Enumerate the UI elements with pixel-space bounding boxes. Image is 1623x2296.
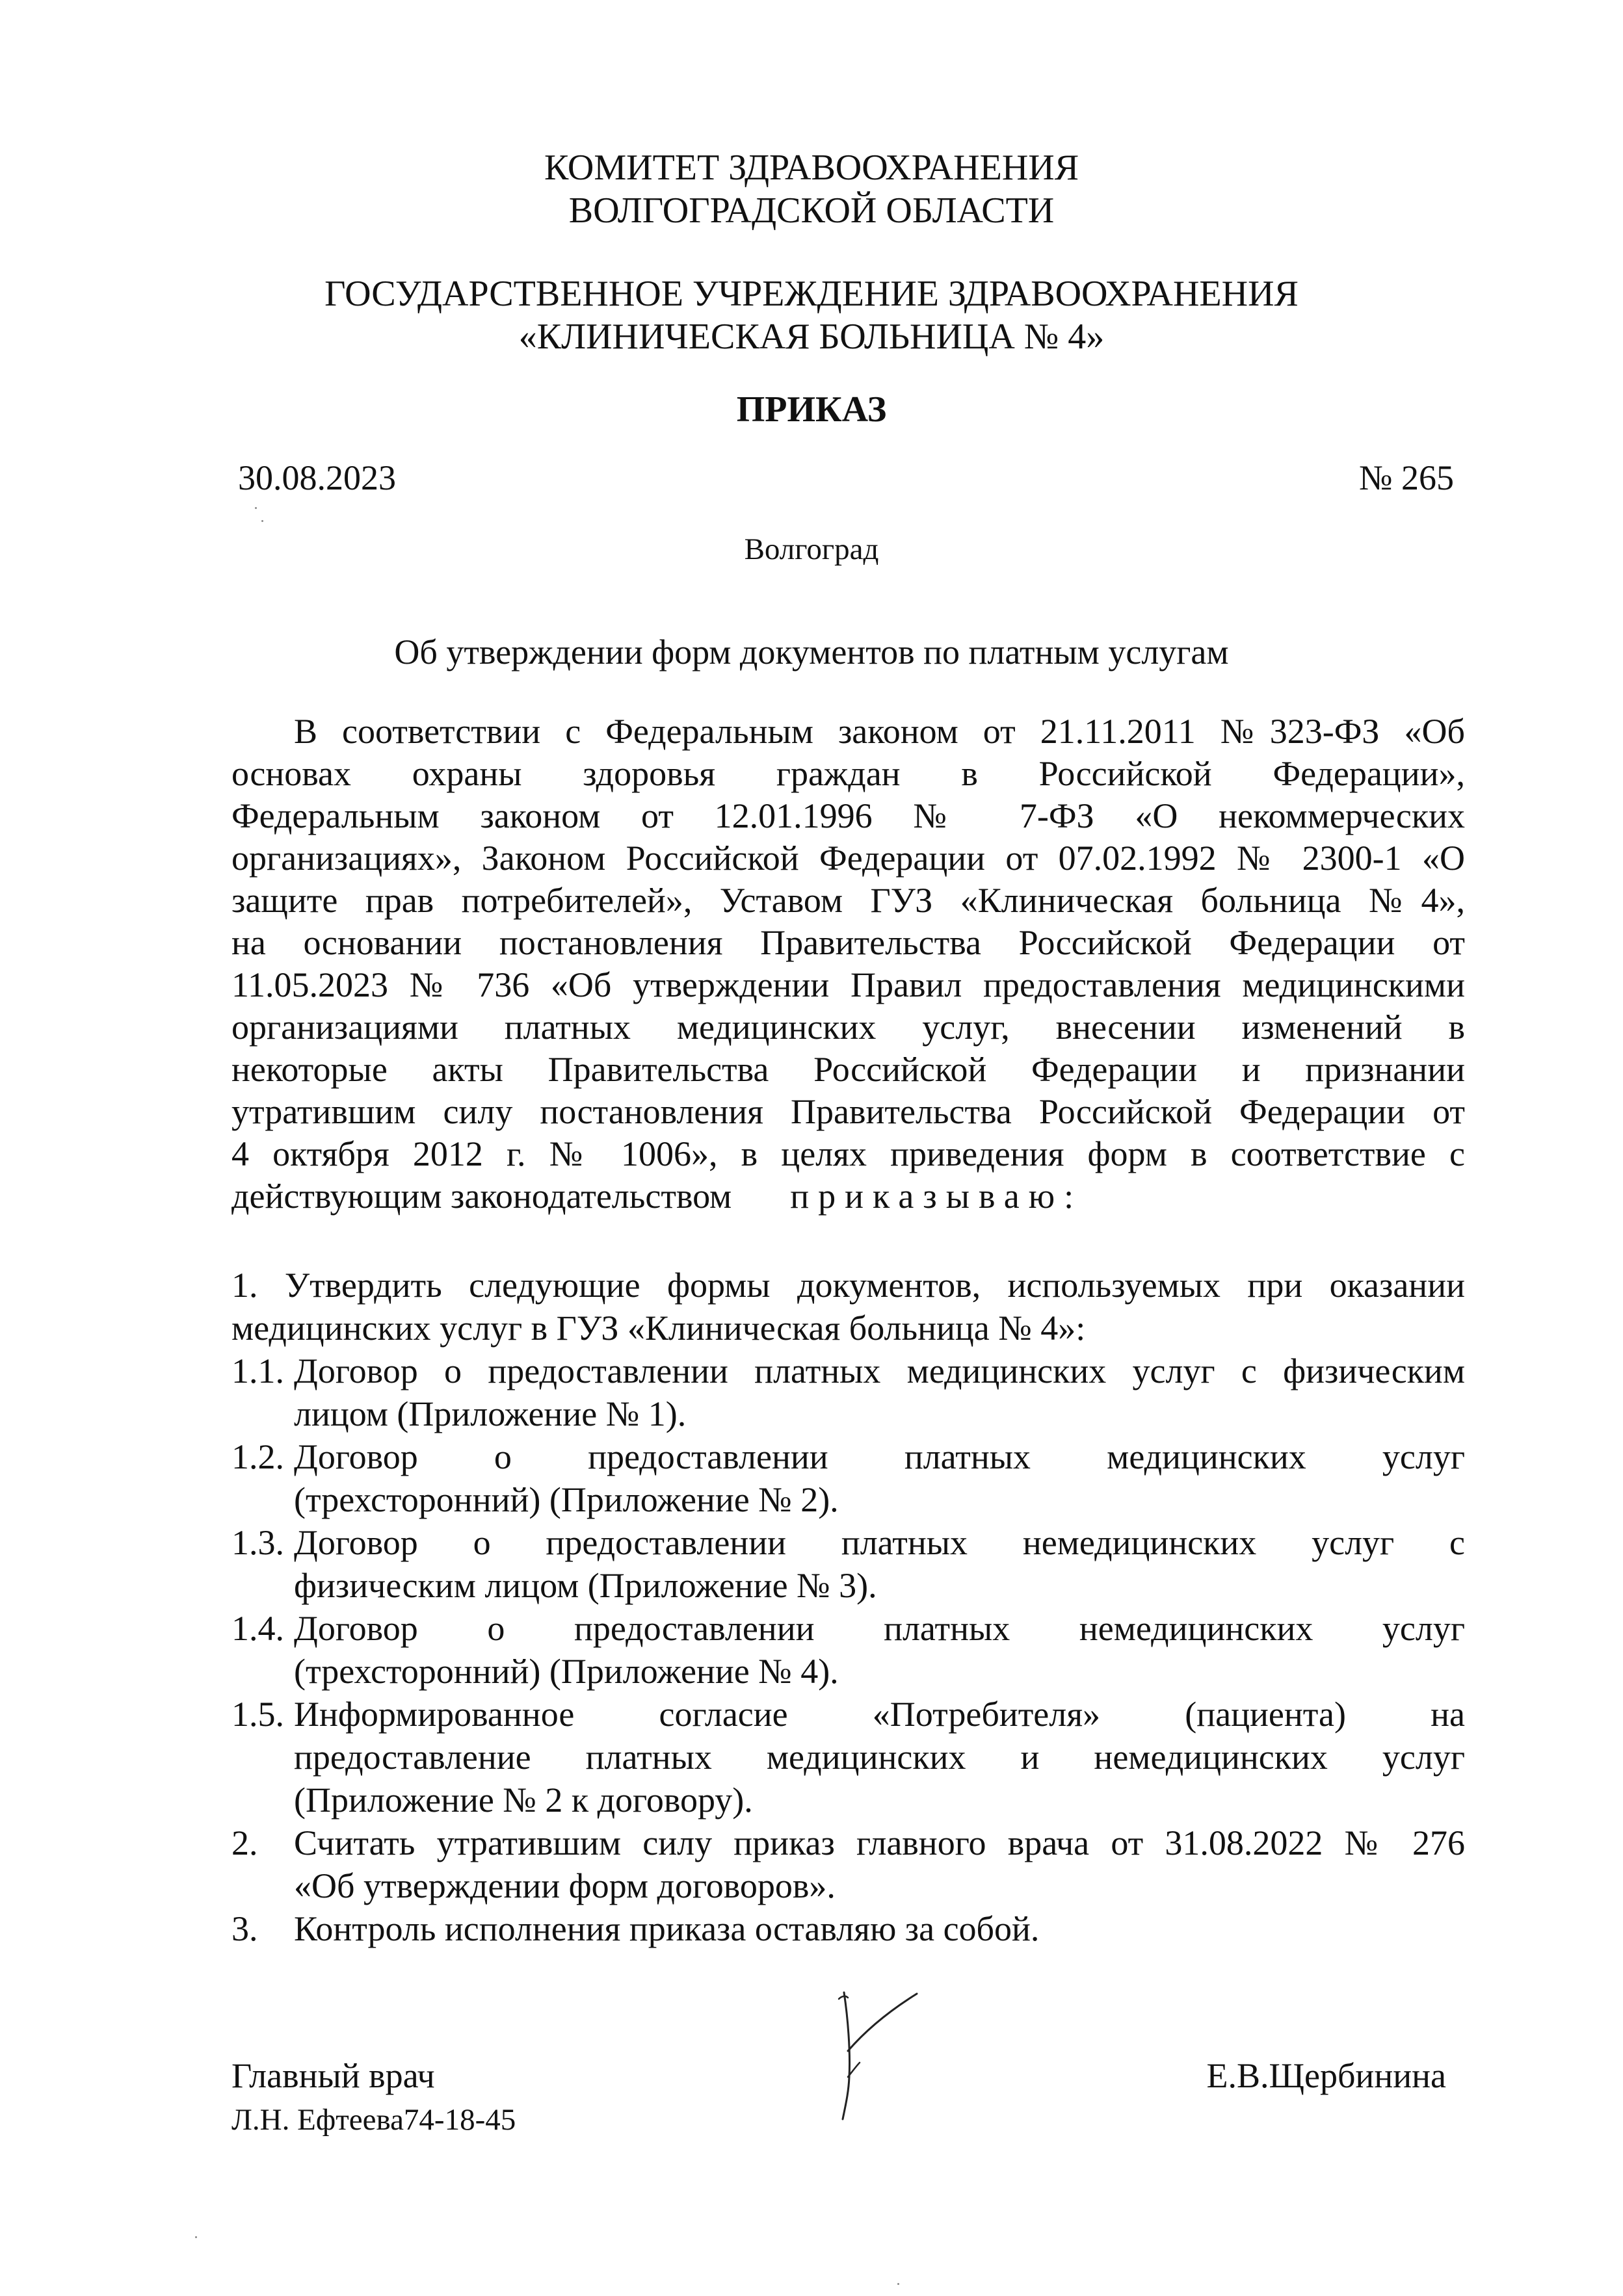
item-2-line: Считать утратившим силу приказ главного врача от 31.08.2022 № 276 <box>294 1823 1465 1862</box>
sub-item-line: Информированное согласие «Потребителя» (пациента) на <box>294 1695 1465 1734</box>
scan-speck <box>255 507 257 509</box>
preamble-line: утратившим силу постановления Правительства Российской Федерации от <box>231 1092 1465 1131</box>
institution-name-line1: ГОСУДАРСТВЕННОЕ УЧРЕЖДЕНИЕ ЗДРАВООХРАНЕНИЯ <box>324 274 1299 314</box>
preamble-line: на основании постановления Правительства Российской Федерации от <box>231 923 1465 962</box>
item-1-line: медицинских услуг в ГУЗ «Клиническая больница № 4»: <box>231 1309 1086 1348</box>
institution-name-line2: «КЛИНИЧЕСКАЯ БОЛЬНИЦА № 4» <box>518 317 1105 357</box>
item-2-number: 2. <box>231 1823 258 1862</box>
preamble-last-line-text: действующим законодательством <box>231 1177 732 1216</box>
preamble-line: защите прав потребителей», Уставом ГУЗ «Клиническая больница №4», <box>231 881 1465 920</box>
item-2-line: «Об утверждении форм договоров». <box>294 1866 836 1905</box>
scan-speck <box>261 520 263 522</box>
sub-item-number: 1.2. <box>231 1437 284 1476</box>
committee-name-line2: ВОЛГОГРАДСКОЙ ОБЛАСТИ <box>568 190 1055 231</box>
executor-contact: Л.Н. Ефтеева74-18-45 <box>231 2103 516 2137</box>
preamble-line: В соответствии с Федеральным законом от 21.11.2011 №323-ФЗ «Об <box>294 712 1465 751</box>
document-type-title: ПРИКАЗ <box>736 389 887 430</box>
sub-item-line: (трехсторонний) (Приложение № 4). <box>294 1652 839 1691</box>
order-city: Волгоград <box>744 532 879 566</box>
order-directive-word: приказываю: <box>790 1177 1083 1216</box>
sub-item-line: Договор о предоставлении платных медицинских услуг <box>294 1437 1465 1476</box>
item-1-line: 1. Утвердить следующие формы документов, используемых при оказании <box>231 1266 1465 1305</box>
preamble-line: Федеральным законом от 12.01.1996 № 7-ФЗ «О некоммерческих <box>231 796 1465 835</box>
sub-item-number: 1.5. <box>231 1695 284 1734</box>
sub-item-line: Договор о предоставлении платных немедицинских услуг с <box>294 1523 1465 1562</box>
signatory-name: Е.В.Щербинина <box>1206 2056 1446 2095</box>
scan-speck <box>195 2236 197 2238</box>
order-subject: Об утверждении форм документов по платным услугам <box>394 633 1229 672</box>
order-date: 30.08.2023 <box>238 458 396 497</box>
preamble-line: 4 октября 2012 г. № 1006», в целях приведения форм в соответствие с <box>231 1134 1465 1173</box>
sub-item-line: (Приложение № 2 к договору). <box>294 1781 753 1820</box>
sub-item-line: лицом (Приложение № 1). <box>294 1394 687 1433</box>
order-number: № 265 <box>1358 458 1454 497</box>
sub-item-number: 1.3. <box>231 1523 284 1562</box>
item-3-line: Контроль исполнения приказа оставляю за собой. <box>294 1909 1040 1948</box>
sub-item-number: 1.1. <box>231 1351 284 1390</box>
preamble-line: организациями платных медицинских услуг, внесении изменений в <box>231 1008 1465 1047</box>
signatory-position: Главный врач <box>231 2056 435 2095</box>
handwritten-signature <box>819 1979 930 2129</box>
item-3-number: 3. <box>231 1909 258 1948</box>
preamble-line: 11.05.2023 № 736 «Об утверждении Правил предоставления медицинскими <box>231 965 1465 1004</box>
sub-item-line: (трехсторонний) (Приложение № 2). <box>294 1480 839 1519</box>
preamble-last-line <box>231 1179 1083 1214</box>
sub-item-line: предоставление платных медицинских и немедицинских услуг <box>294 1738 1465 1777</box>
preamble-line: основах охраны здоровья граждан в Российской Федерации», <box>231 754 1465 793</box>
sub-item-line: Договор о предоставлении платных медицинских услуг с физическим <box>294 1351 1465 1390</box>
preamble-line: некоторые акты Правительства Российской Федерации и признании <box>231 1050 1465 1089</box>
preamble-line: организациях», Законом Российской Федерации от 07.02.1992 № 2300-1 «О <box>231 839 1465 878</box>
sub-item-line: Договор о предоставлении платных немедицинских услуг <box>294 1609 1465 1648</box>
sub-item-line: физическим лицом (Приложение № 3). <box>294 1566 877 1605</box>
scan-speck <box>897 2283 899 2285</box>
committee-name-line1: КОМИТЕТ ЗДРАВООХРАНЕНИЯ <box>544 148 1079 188</box>
sub-item-number: 1.4. <box>231 1609 284 1648</box>
